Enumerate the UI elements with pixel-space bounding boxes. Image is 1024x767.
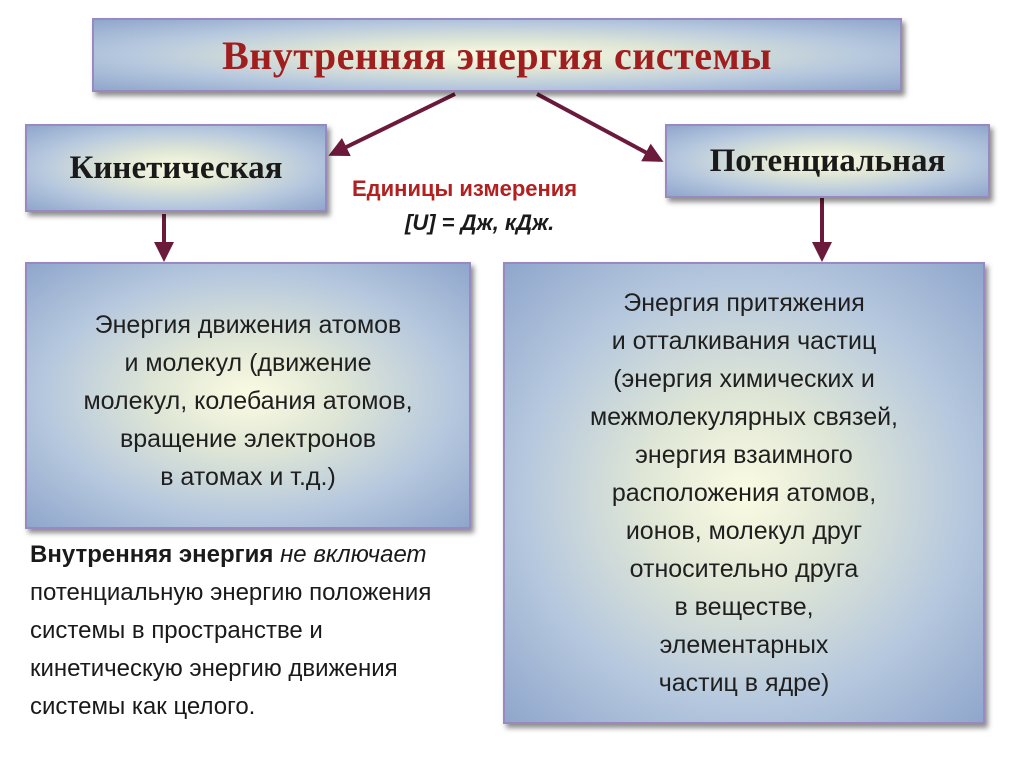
potential-description <box>505 284 983 702</box>
diagram-title: Внутренняя энергия системы <box>222 32 772 78</box>
description-line: частиц в ядре) <box>658 669 830 697</box>
kinetic-description-box <box>25 262 471 529</box>
arrow-title-to-kinetic <box>332 94 455 154</box>
description-line: в атомах и т.д.) <box>160 463 336 491</box>
kinetic-box <box>25 124 327 212</box>
description-line: энергия взаимного <box>635 441 853 469</box>
units-label: Единицы измерения <box>352 176 578 201</box>
potential-box <box>665 124 990 198</box>
internal-energy-note <box>30 536 530 726</box>
description-line: Энергия движения атомов <box>94 311 402 339</box>
note-bold-text: Внутренняя энергия <box>30 541 274 568</box>
title-box <box>92 18 902 92</box>
description-line: элементарных <box>659 631 829 659</box>
description-line: относительно друга <box>629 555 859 583</box>
description-line: и молекул (движение <box>124 349 372 377</box>
kinetic-description <box>27 306 469 496</box>
note-line: потенциальную энергию положения <box>30 579 432 606</box>
note-first-line <box>30 536 530 574</box>
description-line: ионов, молекул друг <box>625 517 863 545</box>
arrow-title-to-potential <box>537 94 660 160</box>
units-value: [U] = Дж, кДж. <box>405 210 555 235</box>
note-line: системы в пространстве и <box>30 617 323 644</box>
potential-description-box <box>503 262 985 724</box>
description-line: расположения атомов, <box>611 479 877 507</box>
description-line: и отталкивания частиц <box>611 327 877 355</box>
description-line: молекул, колебания атомов, <box>83 387 413 415</box>
description-line: в веществе, <box>674 593 814 621</box>
description-line: (энергия химических и <box>613 365 875 393</box>
potential-heading: Потенциальная <box>709 142 946 179</box>
description-line: межмолекулярных связей, <box>589 403 899 431</box>
description-line: вращение электронов <box>119 425 377 453</box>
note-line: системы как целого. <box>30 693 256 720</box>
kinetic-heading: Кинетическая <box>69 149 283 186</box>
note-italic-text: не включает <box>280 541 427 568</box>
note-line: кинетическую энергию движения <box>30 655 398 682</box>
description-line: Энергия притяжения <box>623 289 865 317</box>
